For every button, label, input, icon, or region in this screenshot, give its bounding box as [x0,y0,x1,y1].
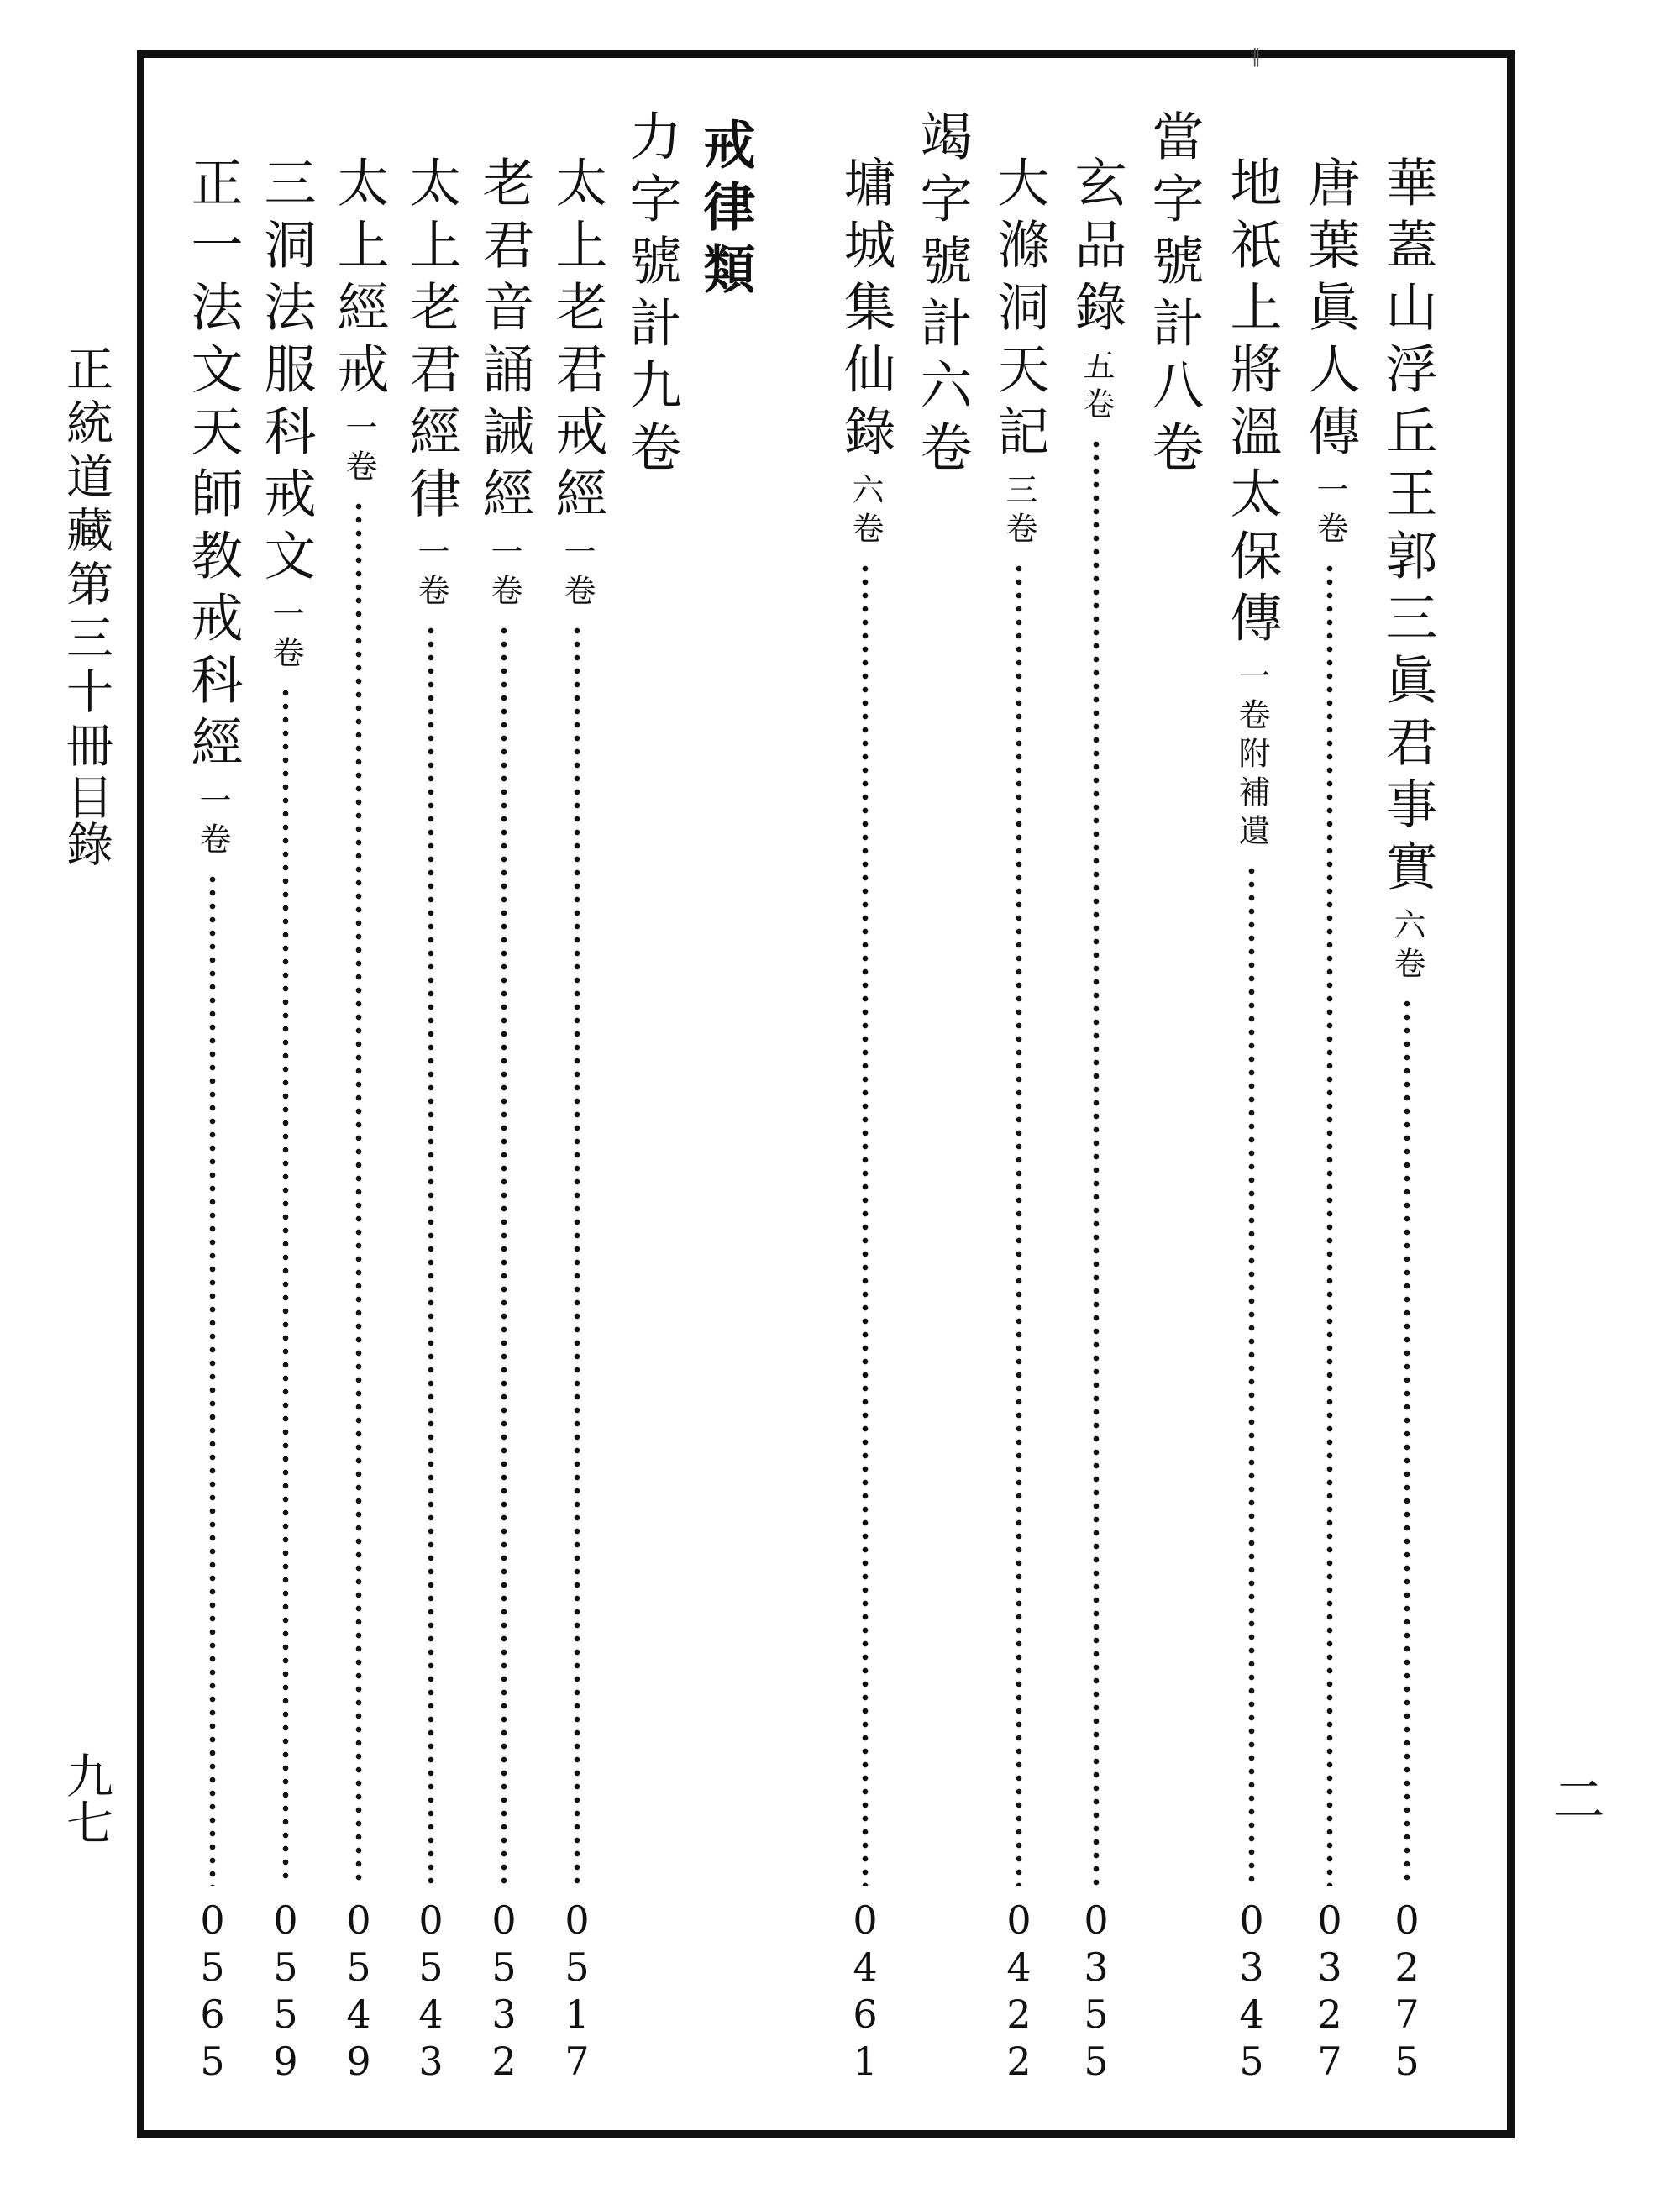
leader-dots [1093,438,1100,1886]
toc-column [1144,0,1203,2199]
leader-dots [1248,864,1255,1886]
leader-dots [1326,562,1333,1886]
volume-count: 一卷 [559,535,596,612]
toc-column [836,0,895,2199]
leader-dots [574,624,580,1886]
entry-title: 華蓋山浮丘王郭三眞君事實六卷 [1377,155,1438,985]
entry-title: 太上老君戒經一卷 [547,155,608,612]
entry-title: 唐葉眞人傳一卷 [1299,155,1361,550]
leader-dots [1016,562,1022,1886]
leader-dots [1404,997,1410,1886]
entry-title: 老君音誦誡經一卷 [474,155,535,612]
toc-column [183,0,242,2199]
page-ref: 0 3 4 5 [1239,1897,1264,2084]
toc-column [475,0,533,2199]
toc-column [696,0,754,2199]
leader-dots [355,500,362,1886]
page-ref: 0 5 5 9 [273,1897,298,2084]
entry-title: 地祇上將溫太保傳一卷附補遺 [1221,155,1283,853]
page-ref: 0 5 4 3 [418,1897,444,2084]
section-label: 目錄 [59,773,113,867]
entry-title: 玄品錄五卷 [1066,155,1127,426]
volume-count: 一卷附補遺 [1233,659,1270,853]
toc-column [1378,0,1436,2199]
entry-title: 大滌洞天記三卷 [989,155,1050,550]
page-ref: 0 5 1 7 [564,1897,590,2084]
leader-dots [282,686,289,1886]
page-number: 九七 [59,1751,113,1845]
volume-count: 一卷 [412,535,449,612]
leader-dots [209,873,216,1886]
volume-count: 一卷 [1311,473,1348,550]
entry-title: 墉城集仙錄六卷 [835,155,896,550]
toc-column [402,0,460,2199]
volume-count: 五卷 [1078,349,1115,426]
toc-column [1300,0,1359,2199]
volume-count: 六卷 [1389,908,1425,985]
volume-count: 一卷 [194,784,231,861]
volume-count: 一卷 [267,597,304,674]
group-heading: 竭字號計六卷 [911,109,973,482]
page-ref: 0 3 2 7 [1317,1897,1342,2084]
leader-dots [428,624,434,1886]
page-ref: 0 5 3 2 [491,1897,517,2084]
toc-column [1067,0,1126,2199]
group-heading: 力字號計九卷 [621,109,682,482]
toc-column [256,0,315,2199]
category-heading: 戒律類 [695,118,756,304]
volume-count: 一卷 [486,535,522,612]
register-mark: ‖ [1252,46,1261,67]
toc-column [1222,0,1281,2199]
right-page-number: 二 [1544,1772,1605,1824]
page-ref: 0 5 6 5 [200,1897,225,2084]
toc-column [548,0,606,2199]
toc-column [329,0,388,2199]
entry-title: 太上老君經律一卷 [401,155,462,612]
volume-title: 正統道藏第三十冊 [59,344,113,774]
volume-count: 一卷 [340,411,377,488]
toc-column [990,0,1048,2199]
volume-count: 三卷 [1000,473,1037,550]
page-ref: 0 2 7 5 [1394,1897,1420,2084]
leader-dots [501,624,507,1886]
page-ref: 0 4 6 1 [853,1897,878,2084]
page-ref: 0 5 4 9 [346,1897,371,2084]
toc-column [912,0,971,2199]
entry-title: 三洞法服科戒文一卷 [255,155,317,674]
entry-title: 太上經戒一卷 [328,155,390,488]
leader-dots [862,562,869,1886]
entry-title: 正一法文天師教戒科經一卷 [182,155,244,861]
page-ref: 0 4 2 2 [1006,1897,1032,2084]
toc-column [622,0,680,2199]
volume-count: 六卷 [847,473,884,550]
page-ref: 0 3 5 5 [1084,1897,1109,2084]
group-heading: 當字號計八卷 [1143,109,1205,482]
